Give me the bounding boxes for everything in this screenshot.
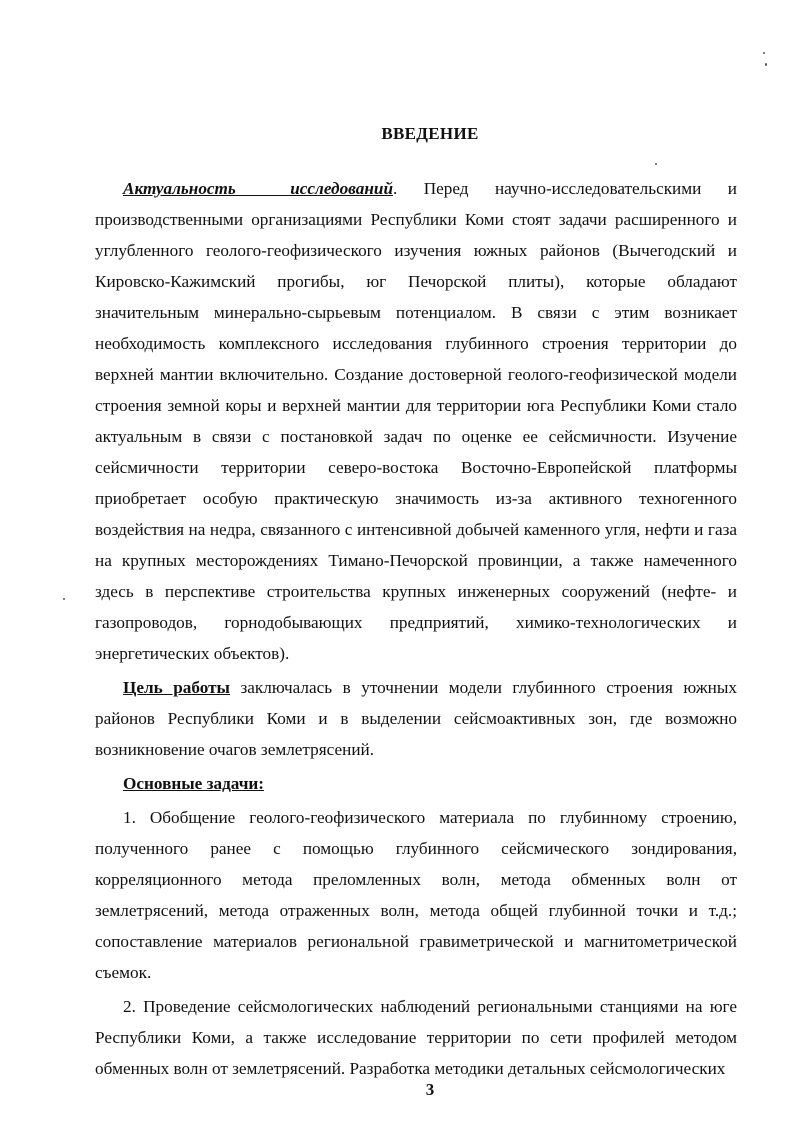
goal-heading: Цель работы xyxy=(123,678,230,697)
page-number: 3 xyxy=(425,1080,435,1099)
goal-text: заключалась в уточнении модели глубинного строения южных районов Республики Коми и в выделении сейсмоактивных зон, где возможно возникновение очагов землетрясений. xyxy=(95,678,737,759)
scan-speck xyxy=(63,598,65,600)
tasks-heading: Основные задачи: xyxy=(123,774,265,793)
scan-speck xyxy=(765,63,767,66)
relevance-heading: Актуальность исследований xyxy=(123,179,393,198)
page-title: ВВЕДЕНИЕ xyxy=(381,124,479,143)
tasks-heading-line xyxy=(95,768,737,799)
scan-speck xyxy=(655,163,657,165)
relevance-paragraph xyxy=(95,173,737,669)
task-item: 2. Проведение сейсмологических наблюдений региональными станциями на юге Республики Коми, а также исследование территории по сети профилей методом обменных волн от землетрясений. Разработка методики детальных сейсмологических xyxy=(95,997,737,1078)
document-body xyxy=(95,173,737,1084)
relevance-text: . Перед научно-исследовательскими и производственными организациями Республики Коми стоят задачи расширенного и углубленного геолого-геофизического изучения южных районов (Вычегодский и Кировско-Кажимский прогибы, юг Печорской плиты), которые обладают значительным минерально-сырьевым потенциалом. В связи с этим возникает необходимость комплексного исследования глубинного строения территории до верхней мантии включительно. Создание достоверной геолого-геофизической модели строения земной коры и верхней мантии для территории юга Республики Коми стало актуальным в связи с постановкой задач по оценке ее сейсмичности. Изучение сейсмичности территории северо-востока Восточно-Европейской платформы приобретает особую практическую значимость из-за активного техногенного воздействия на недра, связанного с интенсивной добычей каменного угля, нефти и газа на крупных месторождениях Тимано-Печорской провинции, а также намеченного здесь в перспективе строительства крупных инженерных сооружений (нефте- и газопроводов, горнодобывающих предприятий, химико-технологических и энергетических объектов). xyxy=(95,179,737,663)
task-item: 1. Обобщение геолого-геофизического материала по глубинному строению, полученного ранее с помощью глубинного сейсмического зондирования, корреляционного метода преломленных волн, метода обменных волн от землетрясений, метода отраженных волн, метода общей глубинной точки и т.д.; сопоставление материалов региональной гравиметрической и магнитометрической съемок. xyxy=(95,808,737,982)
scan-speck xyxy=(763,52,765,54)
goal-paragraph xyxy=(95,672,737,765)
